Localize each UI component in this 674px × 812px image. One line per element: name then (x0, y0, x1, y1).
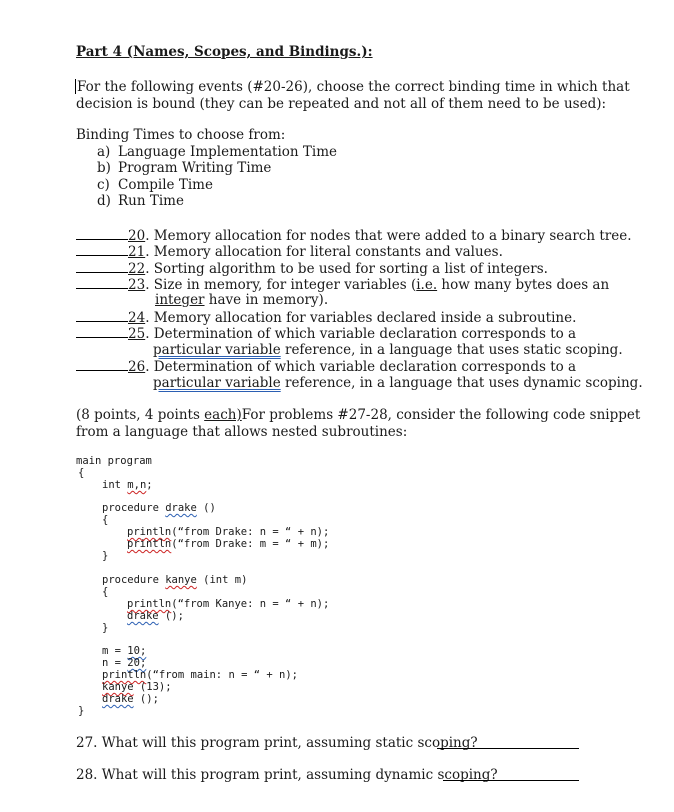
event-20 (76, 227, 632, 244)
event-23-cont (155, 292, 328, 308)
code-token: (“from Drake: m = “ + m); (171, 538, 330, 550)
integer-word: integer (155, 292, 205, 308)
code-call-kanye (102, 681, 172, 693)
answer-line-28[interactable] (443, 768, 579, 781)
event-text-cont: reference, in a language that uses dynamic scoping. (280, 375, 643, 391)
binding-heading: Binding Times to choose from: (76, 127, 286, 143)
event-text: . Sorting algorithm to be used for sorting a list of integers. (145, 261, 548, 277)
problem-line-1 (76, 407, 640, 423)
question-28: 28. What will this program print, assuming dynamic scoping? (76, 767, 498, 783)
binding-option-c (97, 177, 213, 193)
code-kanye-call-drake (127, 610, 184, 622)
code-proc-drake (102, 502, 216, 514)
intro-line-1 (75, 79, 630, 95)
ie-abbrev: i.e. (416, 277, 438, 293)
answer-line-27[interactable] (437, 736, 579, 749)
code-token: println (102, 669, 147, 681)
code-token: println (127, 538, 172, 550)
code-assign-m (102, 645, 146, 657)
code-token: n = (102, 657, 128, 669)
event-text: . Memory allocation for variables declared inside a subroutine. (145, 310, 577, 326)
code-token: (“from main: n = “ + n); (146, 669, 298, 681)
code-token: drake (127, 610, 159, 622)
event-number: 25 (128, 326, 146, 342)
code-call-drake (102, 693, 159, 705)
code-main-print (102, 669, 298, 681)
option-letter: d) (97, 193, 111, 209)
code-kanye-close: } (102, 622, 109, 634)
option-letter: b) (97, 160, 111, 176)
code-token: m = (102, 645, 128, 657)
event-25-cont (153, 342, 623, 358)
code-token: println (127, 526, 172, 538)
option-text: Run Time (118, 193, 184, 209)
problem-each: each) (204, 407, 242, 423)
particular-variable-phrase: particular variable (153, 342, 281, 358)
code-drake-print-n (127, 526, 329, 538)
event-24 (76, 309, 576, 326)
option-letter: a) (97, 144, 111, 160)
event-number: 22 (128, 261, 146, 277)
event-26 (76, 358, 576, 375)
code-main: main program (76, 455, 152, 467)
code-token: procedure (102, 502, 166, 514)
event-text-cont: reference, in a language that uses static scoping. (280, 342, 623, 358)
code-brace-close: } (78, 705, 85, 717)
event-23 (76, 276, 609, 293)
code-brace-open: { (78, 467, 85, 479)
event-text: . Size in memory, for integer variables ( (145, 277, 417, 293)
code-token: kanye (102, 681, 134, 693)
event-text: . Memory allocation for nodes that were added to a binary search tree. (145, 228, 632, 244)
code-proc-kanye (102, 574, 247, 586)
code-token: () (196, 502, 216, 514)
event-26-cont (153, 375, 643, 391)
event-text: . Determination of which variable declaration corresponds to a (145, 359, 577, 375)
code-drake-open: { (102, 514, 109, 526)
code-kanye-open: { (102, 586, 109, 598)
option-text: Program Writing Time (118, 160, 272, 176)
event-21 (76, 243, 503, 260)
code-int-decl (102, 479, 153, 491)
code-kanye-print-n (127, 598, 329, 610)
answer-blank-26[interactable] (76, 358, 128, 371)
event-text-post: how many bytes does an (437, 277, 610, 293)
code-token: (“from Kanye: n = “ + n); (171, 598, 330, 610)
event-number: 24 (128, 310, 146, 326)
code-token: ; (146, 479, 153, 491)
answer-blank-24[interactable] (76, 309, 128, 322)
binding-option-a (97, 144, 338, 160)
intro-text-1: For the following events (#20-26), choose the correct binding time in which that (77, 79, 630, 95)
event-number: 20 (128, 228, 146, 244)
code-token: println (127, 598, 172, 610)
answer-blank-20[interactable] (76, 227, 128, 240)
problem-pre: (8 points, 4 points (76, 407, 205, 423)
code-token: (); (133, 693, 159, 705)
event-number: 21 (128, 244, 146, 260)
binding-option-d (97, 193, 184, 209)
problem-line-2: from a language that allows nested subroutines: (76, 424, 408, 440)
event-number: 23 (128, 277, 146, 293)
code-drake-print-m (127, 538, 329, 550)
answer-blank-25[interactable] (76, 325, 128, 338)
event-text-cont: have in memory). (204, 292, 329, 308)
option-text: Compile Time (118, 177, 213, 193)
answer-blank-23[interactable] (76, 276, 128, 289)
particular-variable-phrase: particular variable (153, 375, 281, 391)
event-25 (76, 325, 576, 342)
code-token: (13); (133, 681, 172, 693)
page-title: Part 4 (Names, Scopes, and Bindings.): (76, 44, 373, 60)
code-token: (int m) (196, 574, 248, 586)
option-text: Language Implementation Time (118, 144, 338, 160)
answer-blank-21[interactable] (76, 243, 128, 256)
text-cursor (75, 79, 76, 94)
code-token: int (102, 479, 128, 491)
code-token: m,n (127, 479, 147, 491)
code-token: kanye (165, 574, 197, 586)
code-token: (); (158, 610, 184, 622)
code-token: drake (165, 502, 197, 514)
event-22 (76, 260, 548, 277)
code-token: procedure (102, 574, 166, 586)
event-text: . Memory allocation for literal constants and values. (145, 244, 503, 260)
code-token: drake (102, 693, 134, 705)
answer-blank-22[interactable] (76, 260, 128, 273)
event-number: 26 (128, 359, 146, 375)
problem-post: For problems #27-28, consider the following code snippet (241, 407, 641, 423)
code-token: (“from Drake: n = “ + n); (171, 526, 330, 538)
event-text: . Determination of which variable declaration corresponds to a (145, 326, 577, 342)
question-27: 27. What will this program print, assuming static scoping? (76, 735, 478, 751)
code-drake-close: } (102, 550, 109, 562)
code-token: 20; (127, 657, 147, 669)
intro-line-2: decision is bound (they can be repeated and not all of them need to be used): (76, 96, 607, 112)
binding-option-b (97, 160, 272, 176)
code-token: 10; (127, 645, 147, 657)
option-letter: c) (97, 177, 110, 193)
code-assign-n (102, 657, 146, 669)
